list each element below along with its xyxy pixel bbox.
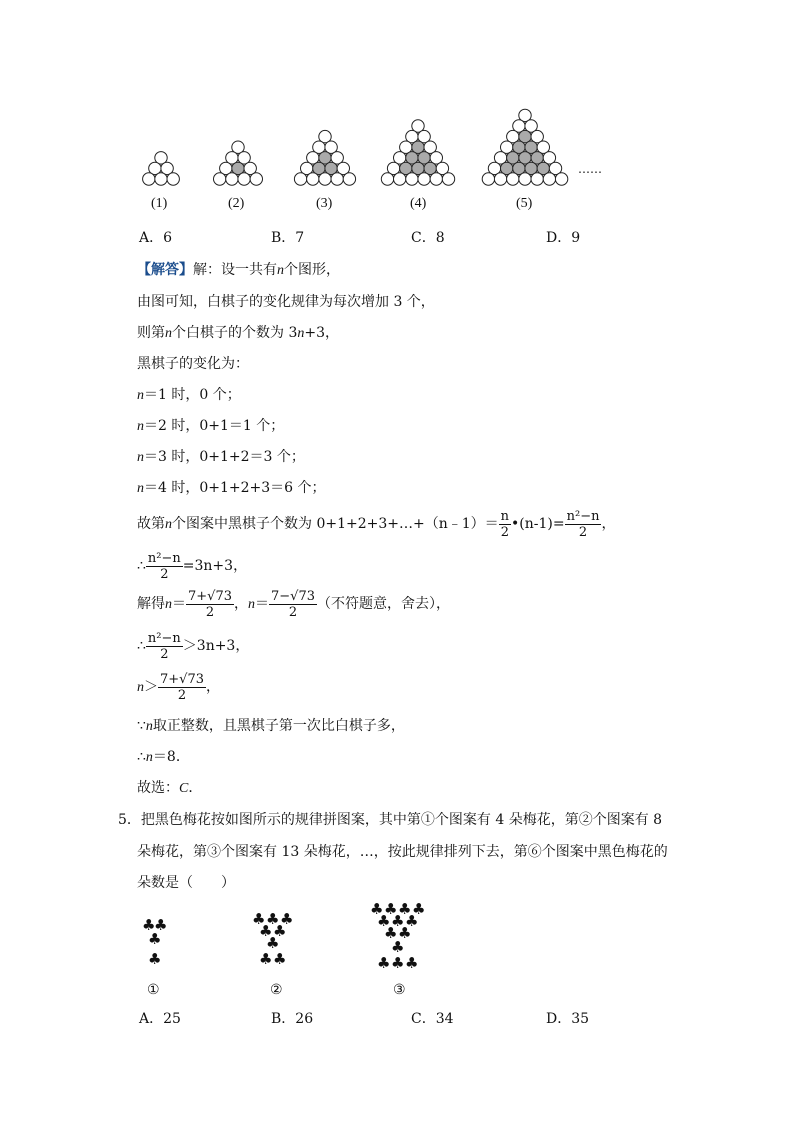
solution-line-2: 由图可知，白棋子的变化规律为每次增加 3 个，: [137, 294, 435, 310]
root-positive: $\frac{7+√73}{2}$: [188, 588, 232, 620]
pattern-label-1: ①: [147, 982, 160, 998]
club-flower-icon: ♣: [266, 910, 280, 928]
club-flower-icon: ♣: [391, 954, 405, 972]
white-piece: [167, 173, 179, 185]
q4-option-c: C．8: [411, 230, 445, 246]
club-flower-icon: ♣: [252, 910, 266, 928]
solution-line-15: ∴n＝8．: [137, 749, 190, 765]
club-flower-icon: ♣: [377, 912, 391, 930]
fraction-l12: $\frac{\text{n²−n}}{2}$: [147, 630, 181, 662]
q5-option-d: D．35: [546, 1011, 590, 1027]
white-piece: [381, 173, 393, 185]
white-piece: [250, 173, 262, 185]
figure-ellipsis: ……: [578, 162, 602, 176]
case-line-2: n＝2 时，0+1＝1 个；: [137, 418, 285, 434]
white-piece: [519, 173, 531, 185]
q5-stem-line-2: 朵梅花，第③个图案有 13 朵梅花，…，按此规律排列下去，第⑥个图案中黑色梅花的: [137, 844, 668, 860]
q5-option-c: C．34: [411, 1011, 454, 1027]
solution-line-3: 则第n个白棋子的个数为 3n+3，: [137, 325, 339, 341]
club-flower-icon: ♣: [154, 916, 168, 934]
club-flower-icon: ♣: [398, 900, 412, 918]
club-flower-icon: ♣: [148, 950, 162, 968]
solution-line-16: 故选：C．: [137, 780, 203, 796]
white-piece: [418, 173, 430, 185]
club-pattern-3: [368, 900, 438, 975]
solution-line-9: 故第n个图案中黑棋子个数为 0+1+2+3+…+（n﹣1）＝ $\frac{n}{2}$ •(n-1)= $\frac{\text{n²−n}}{2}$ ，: [137, 508, 616, 540]
solution-line-11: 解得n＝ $\frac{7+√73}{2}$ ，n＝ $\frac{7-√73}{2}$ （不符题意，舍去），: [137, 588, 450, 620]
club-flower-icon: ♣: [405, 954, 419, 972]
pattern-label-2: ②: [270, 982, 283, 998]
white-piece: [406, 173, 418, 185]
white-piece: [394, 173, 406, 185]
white-piece: [238, 173, 250, 185]
figure-label-5: (5): [516, 196, 533, 211]
q5-stem-line-1: 5．把黑色梅花按如图所示的规律拼图案，其中第①个图案有 4 朵梅花，第②个图案有 8: [118, 812, 663, 828]
white-piece: [319, 173, 331, 185]
root-negative: $\frac{7-√73}{2}$: [271, 588, 315, 620]
club-flower-icon: ♣: [391, 912, 405, 930]
white-piece: [430, 173, 442, 185]
club-flower-icon: ♣: [259, 922, 273, 940]
white-piece: [442, 173, 454, 185]
club-flower-icon: ♣: [405, 912, 419, 930]
case-line-3: n＝3 时，0+1+2＝3 个；: [137, 449, 305, 465]
chess-triangle-figures: [130, 100, 630, 220]
q5-stem-line-3: 朵数是（ ）: [137, 875, 235, 891]
white-piece: [331, 173, 343, 185]
figure-label-4: (4): [410, 196, 427, 211]
club-flower-icon: ♣: [384, 924, 398, 942]
white-piece: [482, 173, 494, 185]
figure-label-1: (1): [151, 196, 168, 211]
club-flower-icon: ♣: [280, 910, 294, 928]
pattern-label-3: ③: [393, 982, 406, 998]
fraction-l10: $\frac{\text{n²−n}}{2}$: [147, 550, 181, 582]
club-flower-icon: ♣: [273, 950, 287, 968]
white-piece: [531, 173, 543, 185]
fraction-n2-n-over-2: $\frac{\text{n²−n}}{2}$: [566, 508, 600, 540]
solution-line-13: n＞ $\frac{7+√73}{2}$ ，: [137, 671, 220, 703]
club-flower-icon: ♣: [259, 950, 273, 968]
club-pattern-2: [250, 912, 310, 974]
figure-label-3: (3): [316, 196, 333, 211]
club-flower-icon: ♣: [377, 954, 391, 972]
solution-line-14: ∵n取正整数，且黑棋子第一次比白棋子多，: [137, 718, 405, 734]
white-piece: [294, 173, 306, 185]
white-piece: [155, 173, 167, 185]
solution-line-1: 【解答】解：设一共有n个图形，: [137, 262, 340, 278]
solution-line-10: ∴ $\frac{\text{n²−n}}{2}$ =3n+3，: [137, 550, 248, 582]
white-piece: [555, 173, 567, 185]
white-piece: [343, 173, 355, 185]
club-flower-icon: ♣: [384, 900, 398, 918]
case-line-1: n＝1 时，0 个；: [137, 387, 241, 403]
case-line-4: n＝4 时，0+1+2+3＝6 个；: [137, 480, 326, 496]
club-flower-icon: ♣: [148, 930, 162, 948]
club-flower-icon: ♣: [412, 900, 426, 918]
solution-line-4: 黑棋子的变化为：: [137, 356, 249, 372]
white-piece: [494, 173, 506, 185]
q4-option-b: B．7: [271, 230, 305, 246]
white-piece: [307, 173, 319, 185]
white-piece: [226, 173, 238, 185]
club-flower-icon: ♣: [142, 916, 156, 934]
figure-label-2: (2): [228, 196, 245, 211]
solution-tag: 【解答】: [137, 262, 193, 278]
white-piece: [214, 173, 226, 185]
club-flower-icon: ♣: [391, 938, 405, 956]
club-flower-icon: ♣: [370, 900, 384, 918]
fraction-n-over-2: $\frac{n}{2}$: [500, 508, 510, 540]
club-flower-icon: ♣: [266, 934, 280, 952]
club-pattern-1: [140, 918, 180, 978]
white-piece: [507, 173, 519, 185]
club-flower-icon: ♣: [273, 922, 287, 940]
solution-line-12: ∴ $\frac{\text{n²−n}}{2}$ ＞3n+3，: [137, 630, 250, 662]
club-flower-icon: ♣: [398, 924, 412, 942]
q4-option-d: D．9: [546, 230, 581, 246]
fraction-l13: $\frac{7+√73}{2}$: [160, 671, 204, 703]
white-piece: [143, 173, 155, 185]
white-piece: [543, 173, 555, 185]
q5-option-a: A．25: [139, 1011, 181, 1027]
q5-option-b: B．26: [271, 1011, 314, 1027]
q4-option-a: A．6: [139, 230, 173, 246]
